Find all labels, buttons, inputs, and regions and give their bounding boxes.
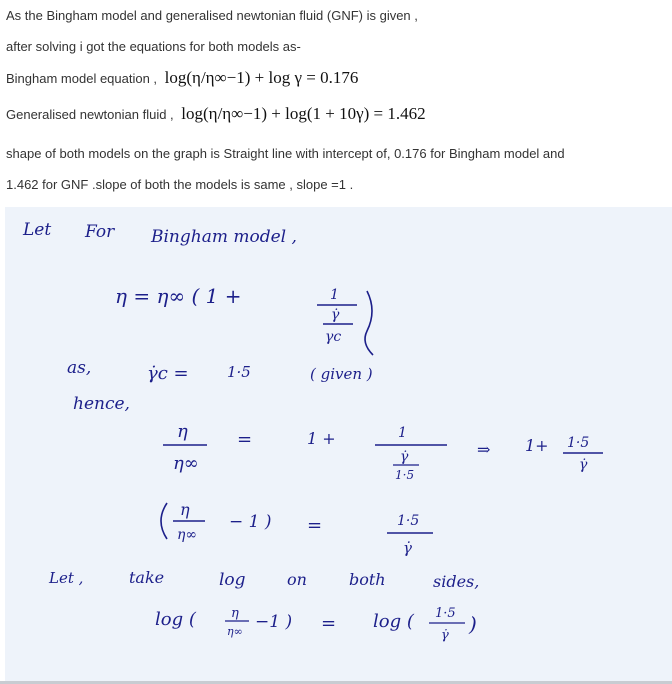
question-line-1: As the Bingham model and generalised newtonian fluid (GNF) is given , [6, 8, 418, 23]
hw-let: Let [23, 220, 52, 240]
hw-paren-eta-inf: η∞ [177, 527, 198, 543]
hw-eta-frac-num: η [177, 421, 188, 442]
hw-as: as, [67, 358, 92, 378]
hw-one-point-five-c: 1·5 [397, 513, 420, 529]
gnf-equation: log(η/η∞−1) + log(1 + 10γ) = 1.462 [181, 104, 426, 123]
hw-gamma-c: γc [325, 329, 342, 345]
bingham-equation-label: Bingham model equation , [6, 71, 158, 86]
question-line-5: shape of both models on the graph is Straight line with intercept of, 0.176 for Bingham model and [6, 146, 565, 161]
hw-paren-eta: η [180, 500, 190, 519]
hw-rhs-num: 1·5 [435, 606, 456, 621]
question-line-6: 1.462 for GNF .slope of both the models is same , slope =1 . [6, 177, 354, 192]
hw-minus-one: − 1 ) [229, 512, 272, 532]
hw-take: take [129, 568, 165, 587]
bingham-equation-line [6, 68, 358, 88]
hw-equals-3: = [321, 613, 337, 634]
gnf-equation-label: Generalised newtonian fluid , [6, 107, 174, 122]
hw-gamma-dot-c: γ̇ [403, 539, 412, 557]
hw-log-lhs: log ( [155, 609, 196, 630]
hw-lhs-eta-inf: η∞ [227, 625, 243, 638]
bingham-equation: log(η/η∞−1) + log γ = 0.176 [164, 68, 359, 87]
hw-lhs-eta: η [231, 606, 239, 621]
question-line-2: after solving i got the equations for both models as- [6, 39, 301, 54]
hw-eta-inf-den: η∞ [173, 453, 199, 474]
hw-rhs-close: ) [469, 612, 477, 636]
hw-one-top: 1 [398, 425, 407, 441]
hw-gamma-c-eq: γ̇c = [147, 363, 189, 384]
hw-gamma-dot-b: γ̇ [579, 457, 588, 473]
hw-given: ( given ) [310, 365, 373, 383]
hw-equals-2: = [307, 515, 323, 536]
hw-hence: hence, [73, 394, 130, 414]
hw-gamma-dot: γ̇ [331, 307, 340, 323]
hw-one-point-five: 1·5 [227, 363, 251, 381]
hw-log-rhs: log ( [373, 611, 414, 632]
hw-on: on [287, 570, 307, 589]
hw-sides: sides, [433, 572, 480, 591]
hw-one-plus-b: 1+ [525, 436, 549, 455]
hw-one: 1 [330, 287, 339, 303]
hw-eta-equation: η = η∞ ( 1 + [115, 284, 242, 308]
hw-gamma-dot-frac: γ̇ [400, 449, 409, 465]
hw-one-point-five-small: 1·5 [395, 468, 415, 482]
hw-log-word: log [219, 570, 246, 590]
hw-for: For [85, 222, 115, 242]
hw-bingham-model: Bingham model , [151, 227, 297, 247]
hw-one-plus: 1 + [307, 429, 336, 448]
hw-implies: ⇒ [477, 440, 491, 459]
hw-both: both [349, 570, 386, 589]
hw-rhs-den: γ̇ [441, 628, 449, 643]
gnf-equation-line [6, 104, 426, 124]
hw-let-2: Let , [49, 569, 84, 587]
hw-one-point-five-b: 1·5 [567, 435, 590, 451]
hw-equals: = [237, 429, 253, 450]
handwritten-solution [5, 207, 672, 681]
hw-lhs-minus: −1 ) [255, 612, 293, 632]
